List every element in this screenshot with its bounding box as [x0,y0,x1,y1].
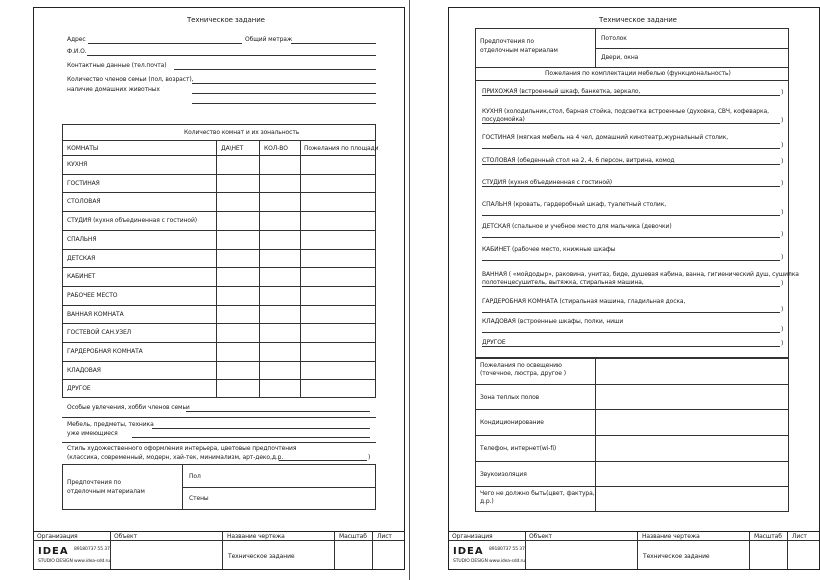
furniture-item-line[interactable] [482,286,780,287]
room-row-label: КЛАДОВАЯ [67,366,101,374]
room-row-label: КАБИНЕТ [67,273,96,281]
furniture-item-line[interactable] [482,123,780,124]
stamp-drawing-label: Название чертежа [642,533,700,540]
room-row-label: ВАННАЯ КОМНАТА [67,310,124,318]
furniture-item-line[interactable] [482,215,780,216]
furniture-item-end: ) [781,306,784,313]
furniture-item-label: СТУДИЯ (кухня объединенная с гостиной) [482,179,613,186]
furniture-label-2: уже имеющиеся [67,430,118,437]
requirement-label-2: (точечное, люстра, другое ) [480,370,566,377]
furniture-item-end: ) [781,340,784,347]
stamp-site: STUDIO DESIGN www.idea-sdd.ru [453,559,526,564]
finish-label: Предпочтения по [480,38,534,45]
stamp-scale-label: Масштаб [754,533,782,540]
finish-label-2: отделочным материалам [67,488,145,495]
room-row-divider [62,230,376,231]
room-row-divider [62,211,376,212]
furniture-line-1[interactable] [152,428,370,429]
furniture-item-label: ДРУГОЕ [482,339,506,346]
rooms-table [62,124,379,398]
requirement-field[interactable] [596,461,788,487]
room-row-divider [62,174,376,175]
requirement-label: Телефон, интернет(wi-fi) [480,445,557,452]
rooms-caption-divider [62,140,376,141]
rooms-header-divider [62,155,376,156]
stamp-org-label: Организация [452,533,493,540]
furniture-item-end: ) [781,89,784,96]
furniture-header: Пожелания по комплектации мебелью (функциональность) [545,70,731,77]
address-line[interactable] [88,43,242,44]
hobbies-label: Особые увлечения, хобби членов семьи [67,404,190,411]
furniture-item-end: ) [781,117,784,124]
furniture-item-end: ) [781,158,784,165]
room-row-label: СТУДИЯ (кухня объединенная с гостиной) [67,217,198,225]
contacts-line[interactable] [174,69,376,70]
style-close-paren: ) [368,454,371,461]
furniture-item-label-2: посудомойка) [482,116,525,123]
room-row-divider [62,305,376,306]
furniture-item-line[interactable] [482,95,780,96]
furniture-item-line[interactable] [482,346,780,347]
section-divider-1 [62,417,376,418]
room-row-label: ДЕТСКАЯ [67,254,96,262]
rooms-header-1: ДА\НЕТ [221,145,244,152]
furniture-header-divider [475,80,789,81]
title-block [449,531,819,569]
room-row-label: ДРУГОЕ [67,385,91,393]
room-row-divider [62,342,376,343]
finish-label-2: отделочным материалам [480,47,558,54]
requirement-field[interactable] [596,435,788,461]
furniture-item-line[interactable] [482,164,780,165]
furniture-item-line[interactable] [482,148,780,149]
form-page-1 [33,7,405,570]
furniture-item-label: ДЕТСКАЯ (спальное и учебное место для мальчика (девочки) [482,223,672,230]
rooms-header-2: КОЛ-ВО [264,145,288,152]
furniture-item-line[interactable] [482,186,780,187]
family-line-2[interactable] [192,93,376,94]
rooms-table-caption: Количество комнат и их зональность [184,129,300,136]
stamp-phone: 89180737 55 37 [74,547,110,552]
requirement-label: Кондиционирование [480,419,544,427]
room-row-divider [62,267,376,268]
finish-ceiling-label: Потолок [601,35,627,42]
furniture-item-end: ) [781,254,784,261]
contacts-label: Контактные данные (тел.почта) [67,62,167,69]
furniture-item-end: ) [781,280,784,287]
style-line[interactable] [279,460,367,461]
requirement-label: Зона теплых полов [480,393,540,401]
furniture-label: Мебель, предметы, техника [67,421,154,428]
stamp-object-label: Объект [114,533,137,540]
requirement-field[interactable] [596,358,788,384]
furniture-item-label-2: полотенцесушитель, вытяжка, стиральная машина, [482,279,644,286]
requirement-field[interactable] [596,384,788,410]
col-divider-area [300,140,301,398]
room-row-label: ГОСТЕВОЙ САН.УЗЕЛ [67,329,132,337]
family-label-2: наличие домашних животных [67,86,160,93]
stamp-phone: 89180737 55 37 [489,547,525,552]
room-row-divider [62,323,376,324]
col-divider-yesno [216,140,217,398]
stamp-drawing-value: Техническое задание [643,553,710,560]
section-divider-2 [62,442,376,443]
stamp-scale-label: Масштаб [339,533,367,540]
furniture-item-label: ВАННАЯ ( «мойдодыр», раковина, унитаз, биде, душевая кабина, ванна, гигиенический душ, сушилка [482,271,799,278]
requirement-label-2: д.р.) [480,498,494,506]
rooms-header-3: Пожелания по площади [304,145,379,152]
room-row-label: ГАРДЕРОБНАЯ КОМНАТА [67,348,143,355]
room-row-divider [62,361,376,362]
finish-bottom-divider [475,67,789,68]
total-area-label: Общий метраж [245,36,293,43]
furniture-line-2[interactable] [132,437,370,438]
finish-floor-label: Пол [189,473,201,480]
stamp-site: STUDIO DESIGN www.idea-sdd.ru [38,559,111,564]
room-row-divider [62,192,376,193]
finish-row-divider [182,487,376,488]
col-divider-count [259,140,260,398]
room-row-label: СТОЛОВАЯ [67,198,101,206]
page-title: Техническое задание [187,16,265,24]
requirement-label: Пожелания по освещению [480,362,562,369]
requirement-label: Звукоизоляция [480,470,527,478]
finish-label: Предпочтения по [67,479,121,486]
furniture-item-label: КЛАДОВАЯ (встроенные шкафы, полки, ниши [482,318,624,325]
furniture-item-label: СПАЛЬНЯ (кровать, гардеробный шкаф, туалетный столик, [482,201,667,208]
finish-row-divider [595,48,789,49]
furniture-item-end: ) [781,209,784,216]
family-line-1[interactable] [192,83,376,84]
family-line-3[interactable] [192,103,376,104]
furniture-item-line[interactable] [482,237,780,238]
address-label: Адрес [67,36,86,43]
finish-doors-label: Двери, окна [601,54,639,61]
rooms-header-0: КОМНАТЫ [67,145,99,152]
room-row-divider [62,379,376,380]
requirement-field[interactable] [596,486,788,512]
room-row-divider [62,249,376,250]
total-area-line[interactable] [291,43,376,44]
room-row-label: СПАЛЬНЯ [67,235,97,243]
room-row-label: РАБОЧЕЕ МЕСТО [67,291,118,299]
furniture-item-label: КАБИНЕТ (рабочее место, книжные шкафы [482,246,616,253]
furniture-item-label: ГОСТИНАЯ (мягкая мебель на 4 чел, домашний кинотеатр,журнальный столик, [482,134,729,141]
style-label: Стиль художественного оформления интерьера, цветовые предпочтения [67,445,297,452]
furniture-item-line[interactable] [482,332,780,333]
stamp-sheet-label: Лист [792,533,807,540]
style-label-2: (классика, современный, модерн, хай-тек, минимализм, арт-деко,д.р. [67,454,284,461]
furniture-item-end: ) [781,142,784,149]
idea-logo: IDEA [38,546,69,557]
finish-walls-label: Стены [189,495,209,502]
furniture-item-line[interactable] [482,260,780,261]
requirement-label: Чего не должно быть(цвет, фактура, [480,490,595,498]
name-label: Ф.И.О. [67,48,87,55]
family-label: Количество членов семьи (пол, возраст), [67,76,194,83]
furniture-item-end: ) [781,231,784,238]
stamp-drawing-value: Техническое задание [228,553,295,560]
furniture-item-label: КУХНЯ (холодильник,стол, барная стойка, подсветка встроенные (духовка, СВЧ, кофеварка, [482,108,769,115]
hobbies-line[interactable] [186,411,370,412]
title-block [34,531,404,569]
furniture-item-label: ГАРДЕРОБНАЯ КОМНАТА (стиральная машина, гладильная доска, [482,298,686,305]
requirement-field[interactable] [596,409,788,435]
furniture-item-end: ) [781,326,784,333]
page-title: Техническое задание [599,16,677,24]
page-divider [409,0,410,580]
idea-logo: IDEA [453,546,484,557]
furniture-item-label: СТОЛОВАЯ (обеденный стол на 2, 4, 6 персон, витрина, комод [482,157,675,164]
furniture-item-end: ) [781,180,784,187]
stamp-object-label: Объект [529,533,552,540]
furniture-item-label: ПРИХОЖАЯ (встроенный шкаф, банкетка, зеркало, [482,88,641,95]
stamp-sheet-label: Лист [377,533,392,540]
furniture-block [475,28,789,358]
room-row-label: ГОСТИНАЯ [67,179,100,187]
room-row-divider [62,286,376,287]
furniture-item-line[interactable] [482,312,780,313]
room-row-label: КУХНЯ [67,161,88,168]
name-line[interactable] [87,55,376,56]
stamp-org-label: Организация [37,533,78,540]
stamp-drawing-label: Название чертежа [227,533,285,540]
form-page-2 [448,7,820,570]
